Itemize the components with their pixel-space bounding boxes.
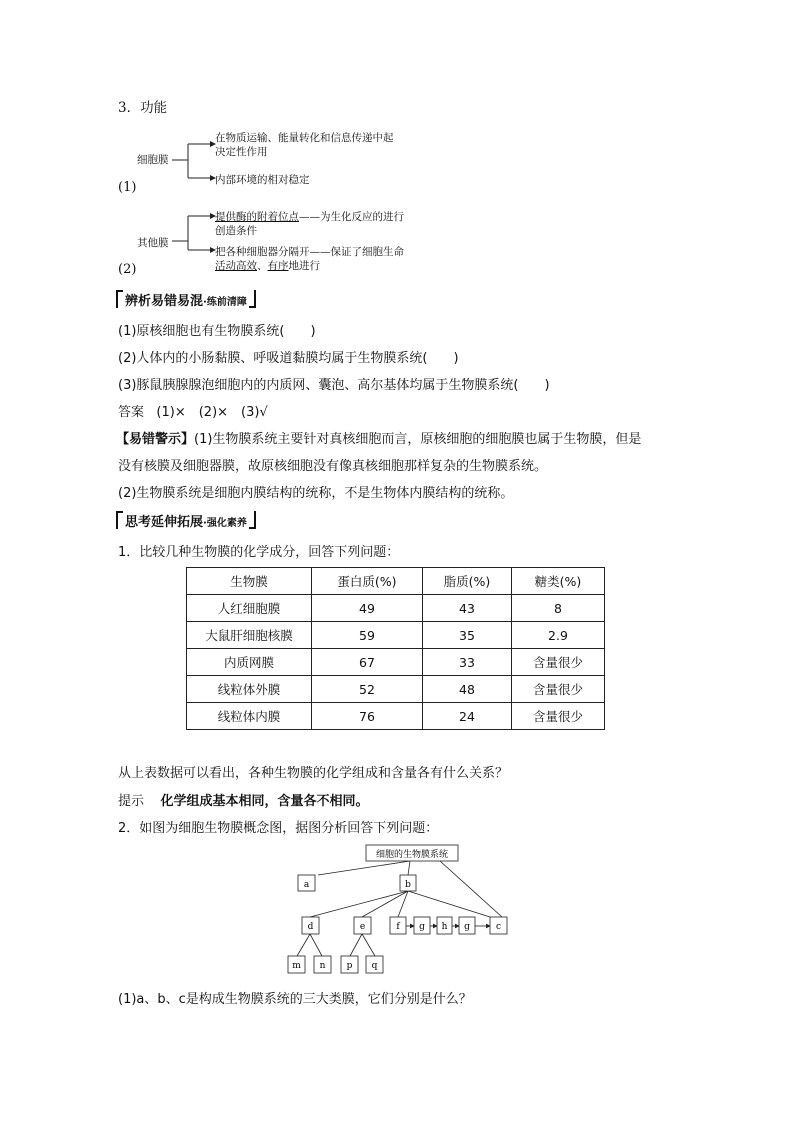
table-cell: 线粒体内膜 xyxy=(187,703,312,730)
concept-h: h xyxy=(441,922,448,932)
concept-g1: g xyxy=(419,922,425,932)
table-cell: 33 xyxy=(423,649,512,676)
table-row xyxy=(187,676,605,703)
concept-root: 细胞的生物膜系统 xyxy=(375,850,449,860)
table-header: 糖类(%) xyxy=(512,568,605,595)
concept-d: d xyxy=(307,922,314,932)
diagram2-branch1-underlined: 提供酶的附着位点 xyxy=(215,211,299,223)
bracket-left-icon xyxy=(116,290,123,308)
warning-p1-line1: (1)生物膜系统主要针对真核细胞而言，原核细胞的细胞膜也属于生物膜，但是 xyxy=(194,432,642,447)
section-title: 3．功能 xyxy=(118,100,168,116)
table-cell: 59 xyxy=(312,622,423,649)
diagram1-label: (1) xyxy=(118,180,137,195)
concept-q: q xyxy=(371,961,378,971)
bracket-right-icon xyxy=(249,290,256,308)
table-cell: 8 xyxy=(512,595,605,622)
concept-m: m xyxy=(292,961,301,971)
diagram2-branch1-line1 xyxy=(215,209,404,224)
concept-c: c xyxy=(495,922,502,932)
bracket-left-icon xyxy=(116,511,123,529)
misconceptions-heading xyxy=(116,290,256,309)
table-cell: 76 xyxy=(312,703,423,730)
question-1-followup: 从上表数据可以看出，各种生物膜的化学组成和含量各有什么关系？ xyxy=(118,766,509,781)
membrane-composition-table xyxy=(186,567,605,730)
table-row xyxy=(187,649,605,676)
table-cell: 含量很少 xyxy=(512,649,605,676)
hint-text: 化学组成基本相同，含量各不相同。 xyxy=(160,794,369,809)
diagram2-brackets xyxy=(170,208,220,264)
misconception-item-2: (2)人体内的小肠黏膜、呼吸道黏膜均属于生物膜系统( ) xyxy=(118,351,459,366)
hint-line xyxy=(118,790,369,809)
diagram2-text-c: 有序 xyxy=(267,260,289,272)
table-cell: 线粒体外膜 xyxy=(187,676,312,703)
bracket-right-icon xyxy=(249,511,256,529)
table-cell: 内质网膜 xyxy=(187,649,312,676)
concept-e: e xyxy=(359,922,366,932)
table-cell: 大鼠肝细胞核膜 xyxy=(187,622,312,649)
table-row xyxy=(187,622,605,649)
table-row xyxy=(187,703,605,730)
table-cell: 52 xyxy=(312,676,423,703)
table-cell: 人红细胞膜 xyxy=(187,595,312,622)
answer-line xyxy=(118,401,268,420)
table-header: 脂质(%) xyxy=(423,568,512,595)
extension-heading xyxy=(116,511,256,530)
diagram2-text-d: 地进行 xyxy=(288,260,320,272)
diagram2-branch1-line2: 创造条件 xyxy=(215,225,257,237)
table-cell: 48 xyxy=(423,676,512,703)
hint-label: 提示 xyxy=(118,794,145,809)
question-2-sub-1: (1)a、b、c是构成生物膜系统的三大类膜，它们分别是什么？ xyxy=(118,992,472,1007)
table-header-row xyxy=(187,568,605,595)
warning-line-1 xyxy=(116,428,641,447)
diagram2-branch1-rest: ——为生化反应的进行 xyxy=(299,211,404,223)
answer-value: (1)× (2)× (3)√ xyxy=(156,405,268,420)
diagram2-text-a: 活动高效 xyxy=(215,260,257,272)
diagram2-text-b: 、 xyxy=(257,260,268,272)
table-header: 蛋白质(%) xyxy=(312,568,423,595)
concept-n: n xyxy=(319,961,326,971)
question-2: 2．如图为细胞生物膜概念图，据图分析回答下列问题： xyxy=(118,821,439,836)
table-cell: 67 xyxy=(312,649,423,676)
diagram1-center: 细胞膜 xyxy=(137,154,169,166)
concept-p: p xyxy=(346,961,353,971)
warning-line-3: (2)生物膜系统是细胞内膜结构的统称，不是生物体内膜结构的统称。 xyxy=(118,486,514,501)
table-cell: 35 xyxy=(423,622,512,649)
diagram1-branch1-line1: 在物质运输、能量转化和信息传递中起 xyxy=(215,132,394,144)
extension-heading-sub: ·强化素养 xyxy=(203,518,247,529)
table-header: 生物膜 xyxy=(187,568,312,595)
diagram1-brackets xyxy=(170,134,220,184)
warning-label: 【易错警示】 xyxy=(116,432,195,447)
warning-line-2: 没有核膜及细胞器膜，故原核细胞没有像真核细胞那样复杂的生物膜系统。 xyxy=(118,459,548,474)
misconception-item-3: (3)豚鼠胰腺腺泡细胞内的内质网、囊泡、高尔基体均属于生物膜系统( ) xyxy=(118,378,550,393)
concept-f: f xyxy=(396,922,400,932)
table-cell: 49 xyxy=(312,595,423,622)
diagram1-branch2: 内部环境的相对稳定 xyxy=(215,174,310,186)
question-1: 1．比较几种生物膜的化学成分，回答下列问题： xyxy=(118,545,400,560)
concept-b: b xyxy=(405,880,411,890)
diagram2-branch2-line2 xyxy=(215,258,320,273)
concept-map xyxy=(280,838,520,980)
misconceptions-heading-text: 辨析易错易混 xyxy=(125,294,204,309)
diagram1-branch1-line2: 决定性作用 xyxy=(215,146,268,158)
diagram2-label: (2) xyxy=(118,262,137,277)
diagram2-branch2-line1: 把各种细胞器分隔开——保证了细胞生命 xyxy=(215,246,404,258)
misconception-item-1: (1)原核细胞也有生物膜系统( ) xyxy=(118,324,316,339)
table-cell: 24 xyxy=(423,703,512,730)
diagram2-center: 其他膜 xyxy=(137,237,169,249)
table-row xyxy=(187,595,605,622)
table-cell: 2.9 xyxy=(512,622,605,649)
table-cell: 43 xyxy=(423,595,512,622)
concept-a: a xyxy=(303,880,310,890)
misconceptions-heading-sub: ·练前清障 xyxy=(203,297,247,308)
table-cell: 含量很少 xyxy=(512,703,605,730)
concept-g2: g xyxy=(464,922,470,932)
extension-heading-text: 思考延伸拓展 xyxy=(125,515,204,530)
answer-label: 答案 xyxy=(118,405,145,420)
table-cell: 含量很少 xyxy=(512,676,605,703)
